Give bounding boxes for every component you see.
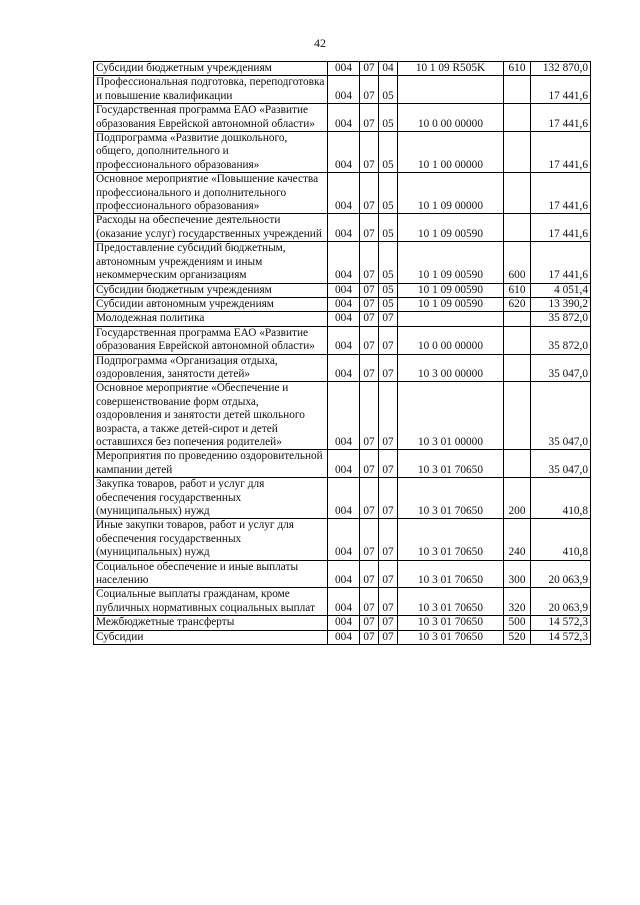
row-name: Субсидии бюджетным учреждениям: [94, 283, 328, 297]
row-target-item-code: 10 1 09 00590: [398, 242, 504, 283]
budget-table-body: [94, 62, 591, 645]
row-target-item-code: 10 1 09 00590: [398, 297, 504, 311]
row-target-item-code: [398, 76, 504, 104]
row-expense-type-code: [504, 76, 531, 104]
row-name: Профессиональная подготовка, переподготовка и повышение квалификации: [94, 76, 328, 104]
row-target-item-code: 10 3 01 70650: [398, 630, 504, 644]
row-amount: 17 441,6: [531, 242, 591, 283]
table-row: [94, 450, 591, 478]
table-row: [94, 478, 591, 519]
row-subsection-code: 07: [379, 450, 398, 478]
row-ministry-code: 004: [328, 326, 360, 354]
row-name: Субсидии: [94, 630, 328, 644]
row-subsection-code: 05: [379, 132, 398, 173]
row-ministry-code: 004: [328, 104, 360, 132]
table-row: [94, 630, 591, 644]
row-amount: 35 047,0: [531, 450, 591, 478]
row-subsection-code: 05: [379, 283, 398, 297]
row-ministry-code: 004: [328, 630, 360, 644]
table-row: [94, 297, 591, 311]
row-section-code: 07: [360, 312, 379, 326]
row-target-item-code: 10 3 01 70650: [398, 478, 504, 519]
row-amount: 14 572,3: [531, 630, 591, 644]
row-target-item-code: 10 0 00 00000: [398, 104, 504, 132]
row-expense-type-code: [504, 450, 531, 478]
row-name: Социальное обеспечение и иные выплаты населению: [94, 560, 328, 588]
row-name: Межбюджетные трансферты: [94, 616, 328, 630]
row-subsection-code: 05: [379, 76, 398, 104]
table-row: [94, 326, 591, 354]
row-subsection-code: 07: [379, 478, 398, 519]
row-expense-type-code: [504, 312, 531, 326]
row-subsection-code: 07: [379, 312, 398, 326]
row-expense-type-code: 620: [504, 297, 531, 311]
row-amount: 410,8: [531, 478, 591, 519]
row-amount: 4 051,4: [531, 283, 591, 297]
row-amount: 17 441,6: [531, 76, 591, 104]
row-expense-type-code: 320: [504, 588, 531, 616]
row-subsection-code: 07: [379, 588, 398, 616]
table-row: [94, 104, 591, 132]
row-target-item-code: 10 1 00 00000: [398, 132, 504, 173]
row-target-item-code: 10 1 09 00000: [398, 173, 504, 214]
row-subsection-code: 05: [379, 104, 398, 132]
row-amount: 410,8: [531, 519, 591, 560]
row-section-code: 07: [360, 297, 379, 311]
table-row: [94, 312, 591, 326]
row-section-code: 07: [360, 630, 379, 644]
row-expense-type-code: 500: [504, 616, 531, 630]
table-row: [94, 616, 591, 630]
row-expense-type-code: [504, 173, 531, 214]
table-row: [94, 214, 591, 242]
row-expense-type-code: 520: [504, 630, 531, 644]
row-section-code: 07: [360, 560, 379, 588]
table-row: [94, 354, 591, 382]
row-subsection-code: 05: [379, 297, 398, 311]
row-ministry-code: 004: [328, 519, 360, 560]
row-expense-type-code: 200: [504, 478, 531, 519]
row-section-code: 07: [360, 326, 379, 354]
row-section-code: 07: [360, 478, 379, 519]
row-ministry-code: 004: [328, 132, 360, 173]
row-name: Мероприятия по проведению оздоровительной кампании детей: [94, 450, 328, 478]
row-section-code: 07: [360, 382, 379, 450]
row-ministry-code: 004: [328, 588, 360, 616]
row-ministry-code: 004: [328, 354, 360, 382]
row-section-code: 07: [360, 242, 379, 283]
row-amount: 35 047,0: [531, 354, 591, 382]
row-amount: 17 441,6: [531, 214, 591, 242]
row-ministry-code: 004: [328, 173, 360, 214]
row-expense-type-code: [504, 104, 531, 132]
row-target-item-code: 10 3 01 70650: [398, 588, 504, 616]
row-subsection-code: 05: [379, 242, 398, 283]
budget-table: [93, 61, 591, 645]
row-name: Иные закупки товаров, работ и услуг для обеспечения государственных (муниципальных) нужд: [94, 519, 328, 560]
row-subsection-code: 07: [379, 616, 398, 630]
row-ministry-code: 004: [328, 382, 360, 450]
row-target-item-code: 10 3 01 70650: [398, 560, 504, 588]
row-name: Подпрограмма «Развитие дошкольного, общего, дополнительного и профессионального образования»: [94, 132, 328, 173]
row-ministry-code: 004: [328, 297, 360, 311]
row-name: Государственная программа ЕАО «Развитие образования Еврейской автономной области»: [94, 326, 328, 354]
row-ministry-code: 004: [328, 312, 360, 326]
row-subsection-code: 05: [379, 173, 398, 214]
row-ministry-code: 004: [328, 242, 360, 283]
row-target-item-code: 10 3 01 70650: [398, 450, 504, 478]
row-amount: 14 572,3: [531, 616, 591, 630]
table-row: [94, 173, 591, 214]
row-section-code: 07: [360, 588, 379, 616]
row-section-code: 07: [360, 132, 379, 173]
row-amount: 35 872,0: [531, 326, 591, 354]
row-target-item-code: 10 3 00 00000: [398, 354, 504, 382]
table-row: [94, 283, 591, 297]
row-subsection-code: 07: [379, 519, 398, 560]
row-name: Подпрограмма «Организация отдыха, оздоровления, занятости детей»: [94, 354, 328, 382]
table-row: [94, 76, 591, 104]
row-name: Субсидии автономным учреждениям: [94, 297, 328, 311]
row-expense-type-code: 300: [504, 560, 531, 588]
row-ministry-code: 004: [328, 450, 360, 478]
row-amount: 20 063,9: [531, 560, 591, 588]
row-target-item-code: 10 1 09 00590: [398, 283, 504, 297]
row-amount: 132 870,0: [531, 62, 591, 76]
row-expense-type-code: 610: [504, 62, 531, 76]
row-ministry-code: 004: [328, 560, 360, 588]
row-name: Основное мероприятие «Обеспечение и совершенствование форм отдыха, оздоровления и занятости детей школьного возраста, а также детей-сирот и детей оставшихся без попечения родителей»: [94, 382, 328, 450]
row-subsection-code: 07: [379, 354, 398, 382]
table-row: [94, 560, 591, 588]
table-row: [94, 588, 591, 616]
table-row: [94, 62, 591, 76]
row-subsection-code: 07: [379, 382, 398, 450]
row-target-item-code: 10 1 09 00590: [398, 214, 504, 242]
row-amount: 20 063,9: [531, 588, 591, 616]
row-amount: 13 390,2: [531, 297, 591, 311]
row-ministry-code: 004: [328, 76, 360, 104]
row-name: Основное мероприятие «Повышение качества профессионального и дополнительного профессионального образования»: [94, 173, 328, 214]
row-name: Расходы на обеспечение деятельности (оказание услуг) государственных учреждений: [94, 214, 328, 242]
row-expense-type-code: 600: [504, 242, 531, 283]
row-expense-type-code: [504, 354, 531, 382]
row-section-code: 07: [360, 62, 379, 76]
row-ministry-code: 004: [328, 478, 360, 519]
row-amount: 35 872,0: [531, 312, 591, 326]
row-section-code: 07: [360, 104, 379, 132]
row-target-item-code: 10 3 01 00000: [398, 382, 504, 450]
row-target-item-code: 10 3 01 70650: [398, 616, 504, 630]
row-section-code: 07: [360, 283, 379, 297]
row-subsection-code: 07: [379, 630, 398, 644]
row-expense-type-code: 610: [504, 283, 531, 297]
row-target-item-code: [398, 312, 504, 326]
row-section-code: 07: [360, 214, 379, 242]
row-target-item-code: 10 1 09 R505K: [398, 62, 504, 76]
table-row: [94, 382, 591, 450]
row-name: Предоставление субсидий бюджетным, автономным учреждениям и иным некоммерческим организациям: [94, 242, 328, 283]
row-target-item-code: 10 0 00 00000: [398, 326, 504, 354]
row-amount: 17 441,6: [531, 104, 591, 132]
row-name: Молодежная политика: [94, 312, 328, 326]
row-section-code: 07: [360, 450, 379, 478]
row-subsection-code: 04: [379, 62, 398, 76]
row-section-code: 07: [360, 173, 379, 214]
row-expense-type-code: [504, 326, 531, 354]
table-row: [94, 132, 591, 173]
row-expense-type-code: [504, 132, 531, 173]
row-amount: 17 441,6: [531, 173, 591, 214]
row-amount: 35 047,0: [531, 382, 591, 450]
table-row: [94, 519, 591, 560]
row-name: Государственная программа ЕАО «Развитие образования Еврейской автономной области»: [94, 104, 328, 132]
row-expense-type-code: 240: [504, 519, 531, 560]
row-subsection-code: 07: [379, 326, 398, 354]
row-ministry-code: 004: [328, 616, 360, 630]
row-section-code: 07: [360, 76, 379, 104]
row-section-code: 07: [360, 616, 379, 630]
row-subsection-code: 07: [379, 560, 398, 588]
row-ministry-code: 004: [328, 283, 360, 297]
row-section-code: 07: [360, 354, 379, 382]
row-amount: 17 441,6: [531, 132, 591, 173]
row-subsection-code: 05: [379, 214, 398, 242]
row-ministry-code: 004: [328, 214, 360, 242]
row-target-item-code: 10 3 01 70650: [398, 519, 504, 560]
row-ministry-code: 004: [328, 62, 360, 76]
row-section-code: 07: [360, 519, 379, 560]
row-expense-type-code: [504, 214, 531, 242]
row-expense-type-code: [504, 382, 531, 450]
row-name: Закупка товаров, работ и услуг для обеспечения государственных (муниципальных) нужд: [94, 478, 328, 519]
page-number: 42: [314, 36, 326, 50]
table-row: [94, 242, 591, 283]
row-name: Социальные выплаты гражданам, кроме публичных нормативных социальных выплат: [94, 588, 328, 616]
row-name: Субсидии бюджетным учреждениям: [94, 62, 328, 76]
